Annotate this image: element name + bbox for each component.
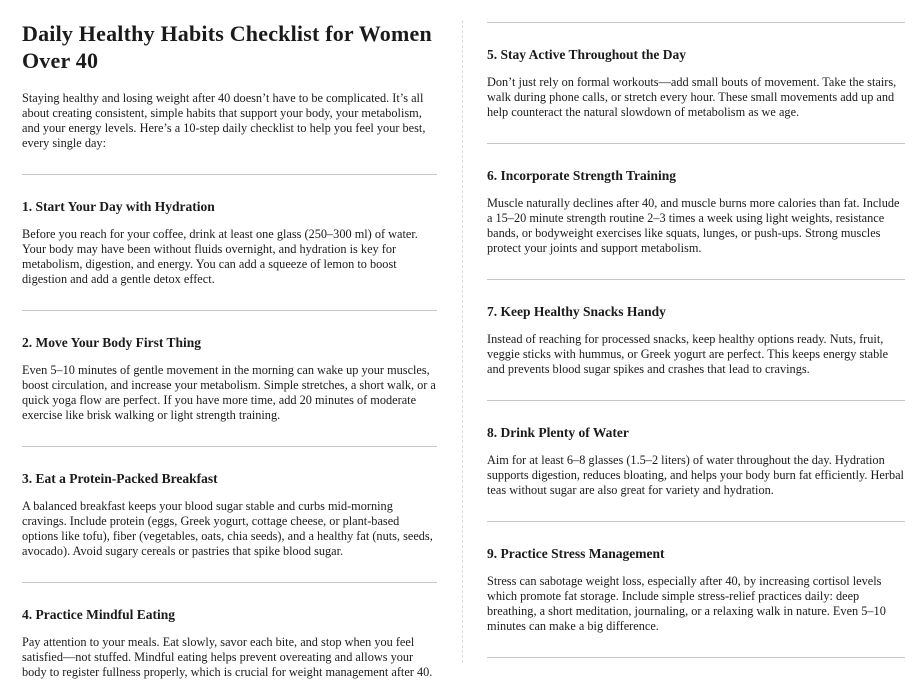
section-heading-3: 3. Eat a Protein-Packed Breakfast bbox=[22, 471, 218, 486]
right-column bbox=[487, 18, 905, 681]
section-2 bbox=[22, 334, 437, 423]
page-title: Daily Healthy Habits Checklist for Women Over 40 bbox=[22, 21, 432, 73]
section-7 bbox=[487, 303, 905, 377]
section-heading-9: 9. Practice Stress Management bbox=[487, 546, 665, 561]
section-heading-8: 8. Drink Plenty of Water bbox=[487, 425, 629, 440]
section-body-4: Pay attention to your meals. Eat slowly, savor each bite, and stop when you feel satisfied—not stuffed. Mindful eating helps prevent overeating and allows your body to register fullness properly, which is crucial for weight management after 40. bbox=[22, 635, 433, 679]
section-divider bbox=[487, 279, 905, 280]
section-heading-6: 6. Incorporate Strength Training bbox=[487, 168, 677, 183]
column-rule bbox=[437, 18, 487, 681]
section-body-6: Muscle naturally declines after 40, and muscle burns more calories than fat. Include a 15–20 minute strength routine 2–3 times a week using light weights, resistance bands, or bodyweight exercises like squats, lunges, or push-ups. Strong muscles protect your joints and support metabolism. bbox=[487, 196, 900, 255]
section-heading-7: 7. Keep Healthy Snacks Handy bbox=[487, 304, 666, 319]
section-heading-1: 1. Start Your Day with Hydration bbox=[22, 199, 215, 214]
section-body-1: Before you reach for your coffee, drink at least one glass (250–300 ml) of water. Your body may have been without fluids overnight, and hydration is key for metabolism, digestion, and energy. You can add a squeeze of lemon to boost digestion and add a gentle detox effect. bbox=[22, 227, 418, 286]
section-heading-2: 2. Move Your Body First Thing bbox=[22, 335, 202, 350]
section-divider bbox=[487, 657, 905, 658]
section-body-8: Aim for at least 6–8 glasses (1.5–2 liters) of water throughout the day. Hydration supports digestion, reduces bloating, and helps your body burn fat efficiently. Herbal teas without sugar are also great for variety and hydration. bbox=[487, 453, 904, 497]
section-4 bbox=[22, 606, 437, 680]
section-divider bbox=[487, 521, 905, 522]
section-divider bbox=[487, 22, 905, 23]
section-divider bbox=[22, 310, 437, 311]
section-divider bbox=[22, 582, 437, 583]
section-9 bbox=[487, 545, 905, 634]
section-heading-5: 5. Stay Active Throughout the Day bbox=[487, 47, 687, 62]
section-divider bbox=[22, 446, 437, 447]
section-body-2: Even 5–10 minutes of gentle movement in the morning can wake up your muscles, boost circulation, and increase your metabolism. Simple stretches, a short walk, or a quick yoga flow are perfect. If you have more time, add 20 minutes of moderate exercise like brisk walking or light strength training. bbox=[22, 363, 436, 422]
section-8 bbox=[487, 424, 905, 498]
section-body-5: Don’t just rely on formal workouts—add small bouts of movement. Take the stairs, walk during phone calls, or stretch every hour. These small movements add up and help counteract the natural slowdown of metabolism as we age. bbox=[487, 75, 897, 119]
section-body-9: Stress can sabotage weight loss, especially after 40, by increasing cortisol levels which promote fat storage. Include simple stress-relief practices daily: deep breathing, a short meditation, journaling, or a relaxing walk in nature. Even 5–10 minutes can make a big difference. bbox=[487, 574, 886, 633]
section-divider bbox=[487, 400, 905, 401]
section-divider bbox=[487, 143, 905, 144]
section-heading-4: 4. Practice Mindful Eating bbox=[22, 607, 175, 622]
section-body-3: A balanced breakfast keeps your blood sugar stable and curbs mid-morning cravings. Include protein (eggs, Greek yogurt, cottage cheese, or plant-based options like tofu), fiber (vegetables, oats, chia seeds), and a healthy fat (nuts, seeds, avocado). Avoid sugary cereals or pastries that spike blood sugar. bbox=[22, 499, 433, 558]
section-6 bbox=[487, 167, 905, 256]
section-body-7: Instead of reaching for processed snacks, keep healthy options ready. Nuts, fruit, veggie sticks with hummus, or Greek yogurt are perfect. This keeps energy stable and prevents blood sugar spikes and crashes that lead to cravings. bbox=[487, 332, 889, 376]
intro-paragraph: Staying healthy and losing weight after 40 doesn’t have to be complicated. It’s all about creating consistent, simple habits that support your body, your metabolism, and your energy levels. Here’s a 10-step daily checklist to help you feel your best, every single day: bbox=[22, 91, 426, 150]
section-5 bbox=[487, 46, 905, 120]
section-1 bbox=[22, 198, 437, 287]
left-column bbox=[22, 18, 437, 681]
section-divider bbox=[22, 174, 437, 175]
section-3 bbox=[22, 470, 437, 559]
